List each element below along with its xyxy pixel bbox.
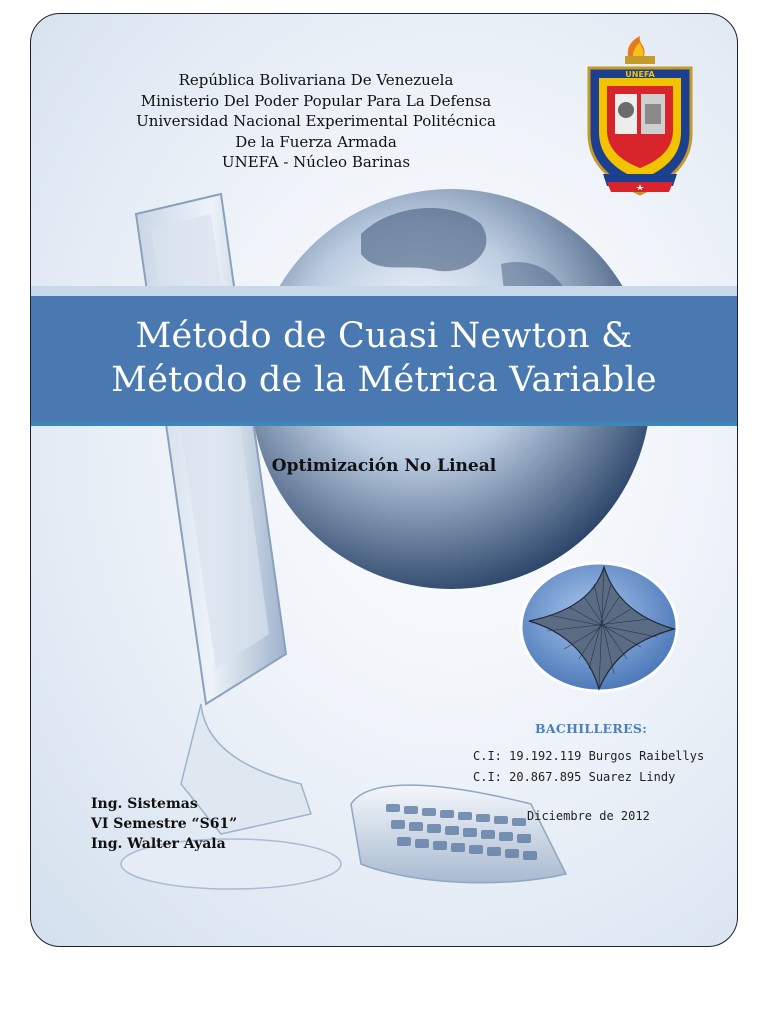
unefa-logo — [581, 34, 699, 200]
surface-graphic — [519, 559, 679, 694]
subtitle: Optimización No Lineal — [271, 456, 497, 476]
title-band — [31, 286, 737, 426]
header-line: República Bolivariana De Venezuela — [178, 71, 454, 89]
title-line-1: Método de Cuasi Newton & — [135, 316, 633, 356]
bachilleres-heading: BACHILLERES: — [535, 721, 648, 736]
student-line: C.I: 19.192.119 Burgos Raibellys — [473, 749, 705, 763]
header-line: Ministerio Del Poder Popular Para La Defensa — [140, 91, 492, 110]
header-line: Universidad Nacional Experimental Politécnica — [136, 112, 496, 130]
institution-header — [131, 70, 501, 173]
course-line: Ing. Sistemas — [91, 796, 198, 812]
cover-page — [30, 13, 738, 947]
document-title — [31, 314, 737, 402]
student-line: C.I: 20.867.895 Suarez Lindy — [473, 770, 676, 784]
title-line-2: Método de la Métrica Variable — [111, 360, 657, 400]
header-line: De la Fuerza Armada — [235, 132, 397, 151]
header-line: UNEFA - Núcleo Barinas — [221, 153, 411, 171]
course-info — [91, 794, 237, 854]
logo-label: UNEFA — [625, 70, 655, 79]
date: Diciembre de 2012 — [527, 809, 650, 823]
course-line: VI Semestre “S61” — [91, 816, 238, 832]
course-line: Ing. Walter Ayala — [91, 836, 226, 852]
